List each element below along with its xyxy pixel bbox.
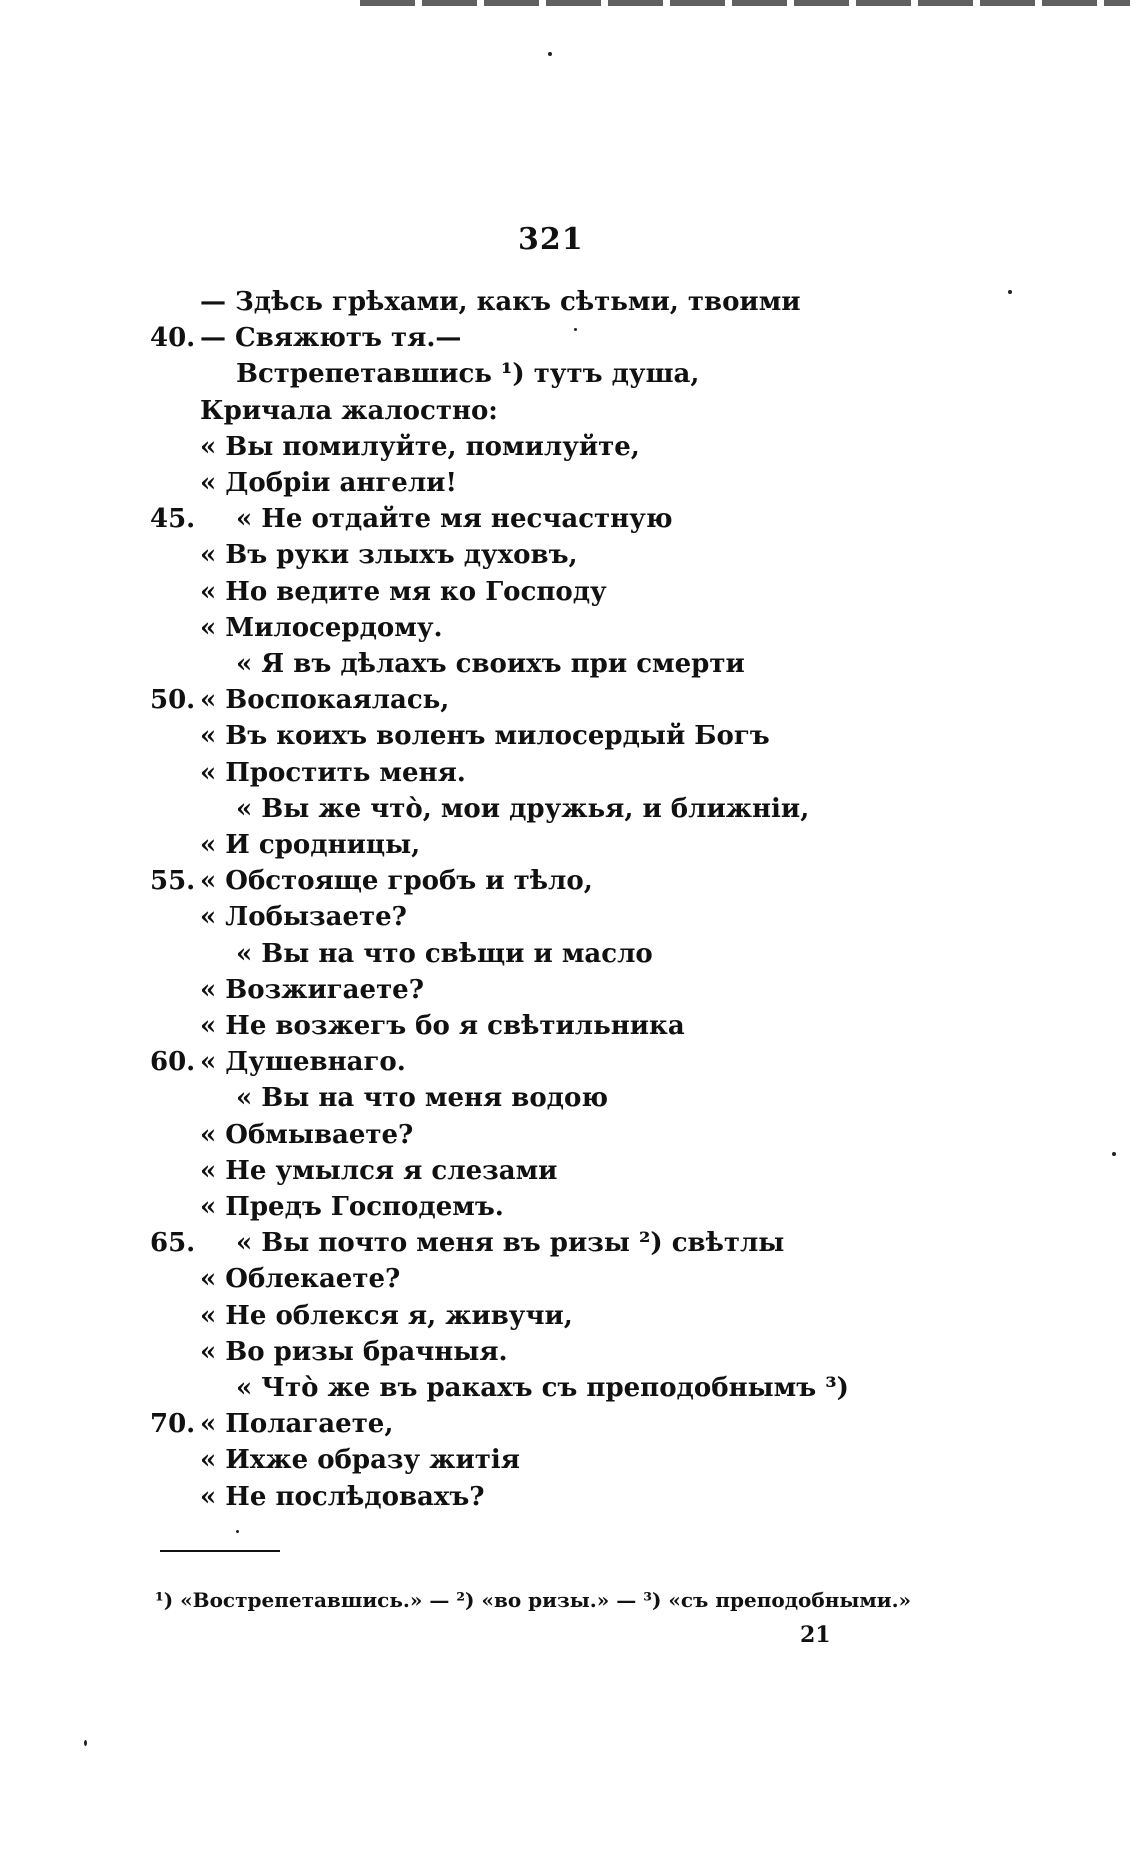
- verse-text: — Здѣсь грѣхами, какъ сѣтьми, твоими: [200, 287, 801, 317]
- verse-line: [0, 1225, 1140, 1261]
- verse-line: [0, 1189, 1140, 1225]
- print-speck: [548, 52, 552, 56]
- line-number: 60.: [150, 1047, 196, 1077]
- top-edge-rule: [360, 0, 1130, 6]
- verse-line: [0, 1298, 1140, 1334]
- verse-text: « Вы почто меня въ ризы ²) свѣтлы: [236, 1228, 785, 1258]
- verse-line: [0, 755, 1140, 791]
- verse-text: « Простить меня.: [200, 758, 466, 788]
- verse-line: [0, 1370, 1140, 1406]
- verse-line: [0, 320, 1140, 356]
- verse-line: [0, 718, 1140, 754]
- verse-line: [0, 1044, 1140, 1080]
- verse-line: [0, 356, 1140, 392]
- verse-text: « Вы на что меня водою: [236, 1083, 609, 1113]
- verse-text: Кричала жалостно:: [200, 396, 498, 426]
- verse-line: [0, 1261, 1140, 1297]
- print-speck: [84, 1740, 87, 1746]
- verse-line: [0, 537, 1140, 573]
- verse-line: [0, 972, 1140, 1008]
- verse-line: [0, 429, 1140, 465]
- verse-text: « Не облекся я, живучи,: [200, 1301, 573, 1331]
- verse-text: « Не умылся я слезами: [200, 1156, 558, 1186]
- verse-line: [0, 610, 1140, 646]
- verse-text: « Возжигаете?: [200, 975, 424, 1005]
- verse-line: [0, 1008, 1140, 1044]
- verse-line: [0, 863, 1140, 899]
- verse-line: [0, 899, 1140, 935]
- verse-text: « Во ризы брачныя.: [200, 1337, 508, 1367]
- verse-text: « Полагаете,: [200, 1409, 394, 1439]
- verse-line: [0, 1479, 1140, 1515]
- print-speck: [574, 328, 577, 331]
- verse-text: « Обстояще гробъ и тѣло,: [200, 866, 593, 896]
- print-speck: [1008, 290, 1012, 294]
- verse-text: — Свяжютъ тя.—: [200, 323, 462, 353]
- poem-body: [0, 284, 1140, 1524]
- verse-line: [0, 1080, 1140, 1116]
- verse-line: [0, 1153, 1140, 1189]
- verse-text: « Ихже образу житія: [200, 1445, 520, 1475]
- verse-line: [0, 827, 1140, 863]
- verse-text: « Предъ Господемъ.: [200, 1192, 504, 1222]
- verse-text: « Не возжегъ бо я свѣтильника: [200, 1011, 685, 1041]
- verse-text: « Не отдайте мя несчастную: [236, 504, 673, 534]
- verse-line: [0, 682, 1140, 718]
- verse-text: « Обмываете?: [200, 1120, 414, 1150]
- signature-mark: 21: [800, 1622, 831, 1648]
- verse-text: « Что̀ же въ ракахъ съ преподобнымъ ³): [236, 1373, 849, 1403]
- line-number: 45.: [150, 504, 196, 534]
- line-number: 65.: [150, 1228, 196, 1258]
- verse-text: « Не послѣдовахъ?: [200, 1482, 485, 1512]
- line-number: 50.: [150, 685, 196, 715]
- verse-text: « Воспокаялась,: [200, 685, 450, 715]
- verse-text: « Въ руки злыхъ духовъ,: [200, 540, 578, 570]
- verse-text: Встрепетавшись ¹) тутъ душа,: [236, 359, 700, 389]
- verse-text: « Душевнаго.: [200, 1047, 406, 1077]
- print-speck: [1112, 1152, 1116, 1156]
- verse-text: « Вы помилуйте, помилуйте,: [200, 432, 640, 462]
- print-speck: [236, 1530, 239, 1533]
- verse-line: [0, 284, 1140, 320]
- line-number: 70.: [150, 1409, 196, 1439]
- verse-text: « Облекаете?: [200, 1264, 401, 1294]
- verse-text: « Вы же что̀, мои дружья, и ближніи,: [236, 794, 810, 824]
- verse-text: « Лобызаете?: [200, 902, 407, 932]
- verse-line: [0, 1442, 1140, 1478]
- verse-text: « Я въ дѣлахъ своихъ при смерти: [236, 649, 745, 679]
- verse-line: [0, 1117, 1140, 1153]
- verse-text: « Милосердому.: [200, 613, 443, 643]
- verse-line: [0, 936, 1140, 972]
- page-number: 321: [518, 222, 584, 257]
- verse-text: « Добріи ангели!: [200, 468, 457, 498]
- verse-text: « Въ коихъ воленъ милосердый Богъ: [200, 721, 770, 751]
- verse-line: [0, 1406, 1140, 1442]
- footnotes: ¹) «Вострепетавшись.» — ²) «во ризы.» — ³) «съ преподобными.»: [155, 1588, 912, 1612]
- verse-line: [0, 791, 1140, 827]
- verse-line: [0, 1334, 1140, 1370]
- verse-line: [0, 646, 1140, 682]
- verse-line: [0, 574, 1140, 610]
- footnote-divider: [160, 1550, 280, 1552]
- verse-line: [0, 393, 1140, 429]
- line-number: 55.: [150, 866, 196, 896]
- line-number: 40.: [150, 323, 196, 353]
- verse-text: « Но ведите мя ко Господу: [200, 577, 607, 607]
- verse-line: [0, 465, 1140, 501]
- verse-text: « И сродницы,: [200, 830, 421, 860]
- verse-text: « Вы на что свѣщи и масло: [236, 939, 653, 969]
- verse-line: [0, 501, 1140, 537]
